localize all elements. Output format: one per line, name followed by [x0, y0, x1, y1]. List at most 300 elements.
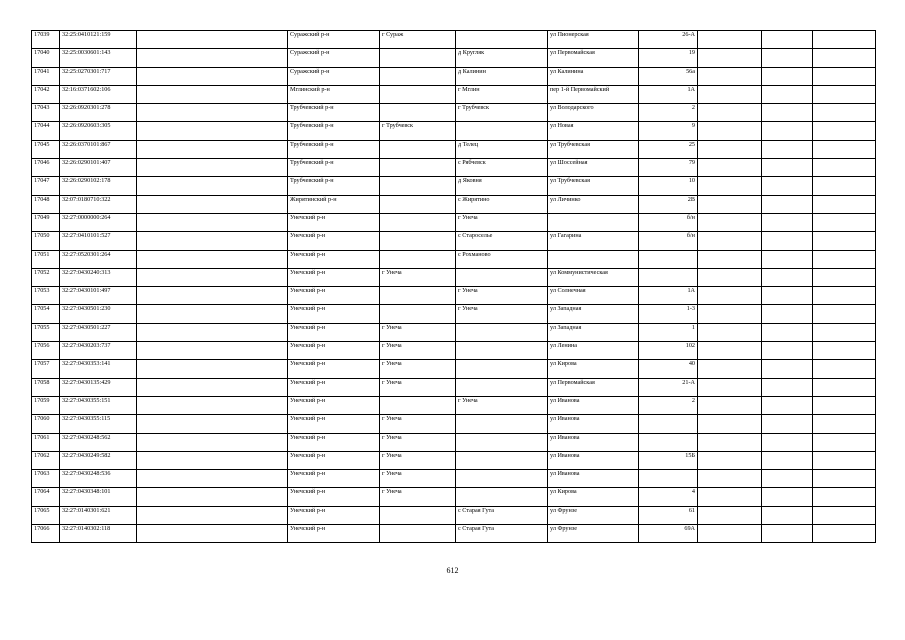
empty-cell	[813, 433, 876, 451]
table-row	[32, 49, 876, 67]
empty-cell	[698, 287, 762, 305]
cadastral-number: 32:25:0030601:143	[60, 49, 137, 67]
empty-cell	[813, 85, 876, 103]
locality-cell	[456, 31, 548, 49]
city-cell	[380, 177, 456, 195]
cadastral-number: 32:26:0920301:278	[60, 104, 137, 122]
empty-cell	[137, 342, 288, 360]
house-number-cell	[639, 268, 698, 286]
empty-cell	[813, 250, 876, 268]
table-row	[32, 104, 876, 122]
street-cell: ул Западная	[548, 305, 639, 323]
locality-cell: д Телец	[456, 140, 548, 158]
cadastral-number: 32:27:0430203:737	[60, 342, 137, 360]
cadastral-number: 32:27:0430348:101	[60, 488, 137, 506]
cadastral-number: 32:27:0430353:141	[60, 360, 137, 378]
cadastral-number: 32:26:0290101:407	[60, 159, 137, 177]
locality-cell: г Трубчевск	[456, 104, 548, 122]
empty-cell	[762, 451, 813, 469]
house-number-cell	[639, 470, 698, 488]
house-number-cell: 2	[639, 396, 698, 414]
empty-cell	[762, 360, 813, 378]
district-cell: Суражский р-н	[288, 49, 380, 67]
house-number-cell: 1А	[639, 85, 698, 103]
row-number: 17049	[32, 213, 60, 231]
house-number-cell: 61	[639, 506, 698, 524]
district-cell: Унечский р-н	[288, 323, 380, 341]
district-cell: Унечский р-н	[288, 415, 380, 433]
empty-cell	[698, 305, 762, 323]
row-number: 17063	[32, 470, 60, 488]
street-cell: ул Шоссейная	[548, 159, 639, 177]
locality-cell: г Унеча	[456, 213, 548, 231]
row-number: 17047	[32, 177, 60, 195]
table-row	[32, 415, 876, 433]
empty-cell	[137, 378, 288, 396]
street-cell: ул Первомайская	[548, 378, 639, 396]
street-cell: ул Солнечная	[548, 287, 639, 305]
cadastral-number: 32:07:0180710:322	[60, 195, 137, 213]
row-number: 17042	[32, 85, 60, 103]
table-row	[32, 31, 876, 49]
row-number: 17056	[32, 342, 60, 360]
empty-cell	[762, 159, 813, 177]
house-number-cell	[639, 250, 698, 268]
empty-cell	[698, 104, 762, 122]
empty-cell	[698, 378, 762, 396]
table-row	[32, 451, 876, 469]
district-cell: Мглинский р-н	[288, 85, 380, 103]
locality-cell	[456, 342, 548, 360]
empty-cell	[698, 525, 762, 543]
city-cell: г Унеча	[380, 433, 456, 451]
empty-cell	[698, 250, 762, 268]
table-row	[32, 506, 876, 524]
empty-cell	[698, 470, 762, 488]
row-number: 17062	[32, 451, 60, 469]
locality-cell: с Жирятино	[456, 195, 548, 213]
row-number: 17064	[32, 488, 60, 506]
empty-cell	[762, 31, 813, 49]
empty-cell	[137, 305, 288, 323]
row-number: 17039	[32, 31, 60, 49]
house-number-cell: 1-3	[639, 305, 698, 323]
house-number-cell	[639, 415, 698, 433]
house-number-cell: 10	[639, 177, 698, 195]
house-number-cell: 15Б	[639, 451, 698, 469]
table-row	[32, 213, 876, 231]
empty-cell	[813, 104, 876, 122]
registry-table	[31, 30, 876, 543]
empty-cell	[137, 122, 288, 140]
district-cell: Суражский р-н	[288, 31, 380, 49]
empty-cell	[762, 305, 813, 323]
city-cell: г Унеча	[380, 342, 456, 360]
table-row	[32, 177, 876, 195]
empty-cell	[813, 451, 876, 469]
district-cell: Унечский р-н	[288, 378, 380, 396]
locality-cell: с Староселье	[456, 232, 548, 250]
district-cell: Унечский р-н	[288, 287, 380, 305]
street-cell: ул Новая	[548, 122, 639, 140]
empty-cell	[813, 159, 876, 177]
cadastral-number: 32:27:0430249:582	[60, 451, 137, 469]
locality-cell: д Калинин	[456, 67, 548, 85]
empty-cell	[137, 433, 288, 451]
row-number: 17043	[32, 104, 60, 122]
empty-cell	[137, 67, 288, 85]
district-cell: Унечский р-н	[288, 433, 380, 451]
cadastral-number: 32:27:0410101:527	[60, 232, 137, 250]
street-cell: ул Западная	[548, 323, 639, 341]
cadastral-number: 32:25:0270301:717	[60, 67, 137, 85]
empty-cell	[762, 415, 813, 433]
street-cell	[548, 250, 639, 268]
empty-cell	[698, 177, 762, 195]
empty-cell	[813, 195, 876, 213]
locality-cell	[456, 433, 548, 451]
street-cell: ул Фрунзе	[548, 506, 639, 524]
cadastral-number: 32:27:0430240:313	[60, 268, 137, 286]
house-number-cell: 21-А	[639, 378, 698, 396]
table-row	[32, 525, 876, 543]
empty-cell	[698, 232, 762, 250]
city-cell: г Унеча	[380, 268, 456, 286]
district-cell: Унечский р-н	[288, 342, 380, 360]
empty-cell	[762, 396, 813, 414]
empty-cell	[762, 506, 813, 524]
district-cell: Суражский р-н	[288, 67, 380, 85]
cadastral-number: 32:27:0430501:227	[60, 323, 137, 341]
empty-cell	[698, 342, 762, 360]
city-cell: г Унеча	[380, 451, 456, 469]
row-number: 17045	[32, 140, 60, 158]
empty-cell	[762, 323, 813, 341]
empty-cell	[137, 323, 288, 341]
empty-cell	[762, 67, 813, 85]
table-row	[32, 305, 876, 323]
row-number: 17065	[32, 506, 60, 524]
district-cell: Унечский р-н	[288, 396, 380, 414]
empty-cell	[762, 85, 813, 103]
street-cell: ул Иванова	[548, 415, 639, 433]
city-cell: г Унеча	[380, 378, 456, 396]
city-cell	[380, 85, 456, 103]
empty-cell	[137, 49, 288, 67]
row-number: 17046	[32, 159, 60, 177]
empty-cell	[698, 396, 762, 414]
locality-cell: с Рябчевск	[456, 159, 548, 177]
locality-cell	[456, 323, 548, 341]
registry-table-body	[32, 31, 876, 543]
locality-cell	[456, 470, 548, 488]
cadastral-number: 32:16:0371602:106	[60, 85, 137, 103]
table-row	[32, 85, 876, 103]
district-cell: Унечский р-н	[288, 488, 380, 506]
locality-cell	[456, 451, 548, 469]
empty-cell	[137, 140, 288, 158]
empty-cell	[813, 67, 876, 85]
empty-cell	[762, 104, 813, 122]
empty-cell	[698, 122, 762, 140]
house-number-cell: б/н	[639, 213, 698, 231]
city-cell	[380, 195, 456, 213]
empty-cell	[762, 177, 813, 195]
empty-cell	[762, 342, 813, 360]
empty-cell	[762, 268, 813, 286]
empty-cell	[813, 396, 876, 414]
district-cell: Унечский р-н	[288, 360, 380, 378]
empty-cell	[762, 470, 813, 488]
empty-cell	[698, 213, 762, 231]
street-cell: ул Иванова	[548, 396, 639, 414]
table-row	[32, 433, 876, 451]
empty-cell	[698, 433, 762, 451]
street-cell: ул Трубчевская	[548, 177, 639, 195]
empty-cell	[137, 506, 288, 524]
empty-cell	[762, 250, 813, 268]
locality-cell	[456, 488, 548, 506]
empty-cell	[813, 305, 876, 323]
street-cell: ул Трубчевская	[548, 140, 639, 158]
table-row	[32, 323, 876, 341]
house-number-cell: 79	[639, 159, 698, 177]
empty-cell	[137, 250, 288, 268]
empty-cell	[813, 213, 876, 231]
district-cell: Трубчевский р-н	[288, 140, 380, 158]
empty-cell	[762, 49, 813, 67]
locality-cell	[456, 415, 548, 433]
empty-cell	[137, 488, 288, 506]
empty-cell	[762, 287, 813, 305]
empty-cell	[762, 122, 813, 140]
city-cell: г Трубчевск	[380, 122, 456, 140]
street-cell: ул Иванова	[548, 470, 639, 488]
empty-cell	[762, 195, 813, 213]
street-cell: ул Фрунзе	[548, 525, 639, 543]
empty-cell	[137, 159, 288, 177]
table-row	[32, 287, 876, 305]
street-cell: ул Личинко	[548, 195, 639, 213]
empty-cell	[762, 140, 813, 158]
row-number: 17060	[32, 415, 60, 433]
row-number: 17059	[32, 396, 60, 414]
city-cell	[380, 213, 456, 231]
empty-cell	[698, 415, 762, 433]
table-row	[32, 122, 876, 140]
empty-cell	[813, 31, 876, 49]
cadastral-number: 32:27:0430101:497	[60, 287, 137, 305]
cadastral-number: 32:27:0430355:115	[60, 415, 137, 433]
empty-cell	[813, 122, 876, 140]
table-row	[32, 195, 876, 213]
district-cell: Трубчевский р-н	[288, 159, 380, 177]
house-number-cell: 102	[639, 342, 698, 360]
empty-cell	[698, 195, 762, 213]
empty-cell	[762, 378, 813, 396]
empty-cell	[813, 525, 876, 543]
city-cell: г Сураж	[380, 31, 456, 49]
district-cell: Унечский р-н	[288, 268, 380, 286]
city-cell	[380, 140, 456, 158]
empty-cell	[137, 31, 288, 49]
empty-cell	[762, 488, 813, 506]
district-cell: Жирятинский р-н	[288, 195, 380, 213]
empty-cell	[813, 506, 876, 524]
empty-cell	[137, 268, 288, 286]
empty-cell	[698, 67, 762, 85]
locality-cell: д Кругляк	[456, 49, 548, 67]
locality-cell	[456, 122, 548, 140]
district-cell: Трубчевский р-н	[288, 104, 380, 122]
house-number-cell: 1	[639, 323, 698, 341]
locality-cell: д Яковня	[456, 177, 548, 195]
district-cell: Унечский р-н	[288, 213, 380, 231]
empty-cell	[813, 287, 876, 305]
district-cell: Унечский р-н	[288, 525, 380, 543]
street-cell: ул Ленина	[548, 342, 639, 360]
locality-cell: г Унеча	[456, 305, 548, 323]
empty-cell	[813, 470, 876, 488]
street-cell	[548, 213, 639, 231]
locality-cell	[456, 378, 548, 396]
street-cell: ул Иванова	[548, 433, 639, 451]
cadastral-number: 32:26:0290102:178	[60, 177, 137, 195]
city-cell	[380, 525, 456, 543]
city-cell	[380, 250, 456, 268]
row-number: 17051	[32, 250, 60, 268]
locality-cell: г Мглин	[456, 85, 548, 103]
city-cell	[380, 49, 456, 67]
cadastral-number: 32:26:0370101:867	[60, 140, 137, 158]
table-row	[32, 140, 876, 158]
district-cell: Трубчевский р-н	[288, 177, 380, 195]
empty-cell	[137, 85, 288, 103]
house-number-cell: 9	[639, 122, 698, 140]
city-cell	[380, 159, 456, 177]
empty-cell	[137, 451, 288, 469]
city-cell	[380, 305, 456, 323]
street-cell: ул Первомайская	[548, 49, 639, 67]
district-cell: Унечский р-н	[288, 305, 380, 323]
row-number: 17041	[32, 67, 60, 85]
street-cell: ул Гагарина	[548, 232, 639, 250]
house-number-cell: 2	[639, 104, 698, 122]
empty-cell	[137, 470, 288, 488]
table-row	[32, 342, 876, 360]
row-number: 17058	[32, 378, 60, 396]
empty-cell	[137, 360, 288, 378]
empty-cell	[137, 195, 288, 213]
house-number-cell: 4	[639, 488, 698, 506]
locality-cell	[456, 268, 548, 286]
empty-cell	[137, 232, 288, 250]
empty-cell	[813, 415, 876, 433]
district-cell: Трубчевский р-н	[288, 122, 380, 140]
district-cell: Унечский р-н	[288, 232, 380, 250]
house-number-cell: 19	[639, 49, 698, 67]
house-number-cell: 56а	[639, 67, 698, 85]
empty-cell	[698, 85, 762, 103]
cadastral-number: 32:27:0000000:264	[60, 213, 137, 231]
city-cell: г Унеча	[380, 360, 456, 378]
row-number: 17055	[32, 323, 60, 341]
empty-cell	[762, 213, 813, 231]
table-row	[32, 396, 876, 414]
empty-cell	[813, 177, 876, 195]
empty-cell	[813, 360, 876, 378]
row-number: 17066	[32, 525, 60, 543]
table-row	[32, 360, 876, 378]
city-cell	[380, 104, 456, 122]
street-cell: ул Кирова	[548, 360, 639, 378]
cadastral-number: 32:25:0410121:159	[60, 31, 137, 49]
empty-cell	[137, 287, 288, 305]
table-row	[32, 378, 876, 396]
city-cell	[380, 67, 456, 85]
city-cell: г Унеча	[380, 323, 456, 341]
empty-cell	[813, 268, 876, 286]
row-number: 17052	[32, 268, 60, 286]
empty-cell	[813, 232, 876, 250]
empty-cell	[813, 342, 876, 360]
table-row	[32, 250, 876, 268]
row-number: 17054	[32, 305, 60, 323]
cadastral-number: 32:27:0140301:621	[60, 506, 137, 524]
row-number: 17053	[32, 287, 60, 305]
locality-cell: с Старая Гута	[456, 525, 548, 543]
table-row	[32, 488, 876, 506]
district-cell: Унечский р-н	[288, 451, 380, 469]
empty-cell	[137, 415, 288, 433]
house-number-cell: 26-А	[639, 31, 698, 49]
table-row	[32, 67, 876, 85]
house-number-cell: 2В	[639, 195, 698, 213]
city-cell	[380, 232, 456, 250]
street-cell: ул Володарского	[548, 104, 639, 122]
table-row	[32, 268, 876, 286]
empty-cell	[813, 488, 876, 506]
house-number-cell: 1А	[639, 287, 698, 305]
street-cell: ул Калинина	[548, 67, 639, 85]
cadastral-number: 32:27:0430355:151	[60, 396, 137, 414]
street-cell: ул Иванова	[548, 451, 639, 469]
locality-cell: с Старая Гута	[456, 506, 548, 524]
locality-cell: с Рохманово	[456, 250, 548, 268]
empty-cell	[813, 140, 876, 158]
district-cell: Унечский р-н	[288, 250, 380, 268]
street-cell: ул Кирова	[548, 488, 639, 506]
city-cell	[380, 287, 456, 305]
house-number-cell: 25	[639, 140, 698, 158]
empty-cell	[137, 396, 288, 414]
cadastral-number: 32:27:0430248:536	[60, 470, 137, 488]
row-number: 17061	[32, 433, 60, 451]
empty-cell	[813, 49, 876, 67]
table-row	[32, 470, 876, 488]
district-cell: Унечский р-н	[288, 506, 380, 524]
house-number-cell: 40	[639, 360, 698, 378]
page-number: 612	[446, 566, 459, 575]
house-number-cell: б/н	[639, 232, 698, 250]
empty-cell	[137, 525, 288, 543]
district-cell: Унечский р-н	[288, 470, 380, 488]
empty-cell	[813, 323, 876, 341]
street-cell: пер 1-й Первомайский	[548, 85, 639, 103]
house-number-cell	[639, 433, 698, 451]
locality-cell: г Унеча	[456, 396, 548, 414]
house-number-cell: 69А	[639, 525, 698, 543]
